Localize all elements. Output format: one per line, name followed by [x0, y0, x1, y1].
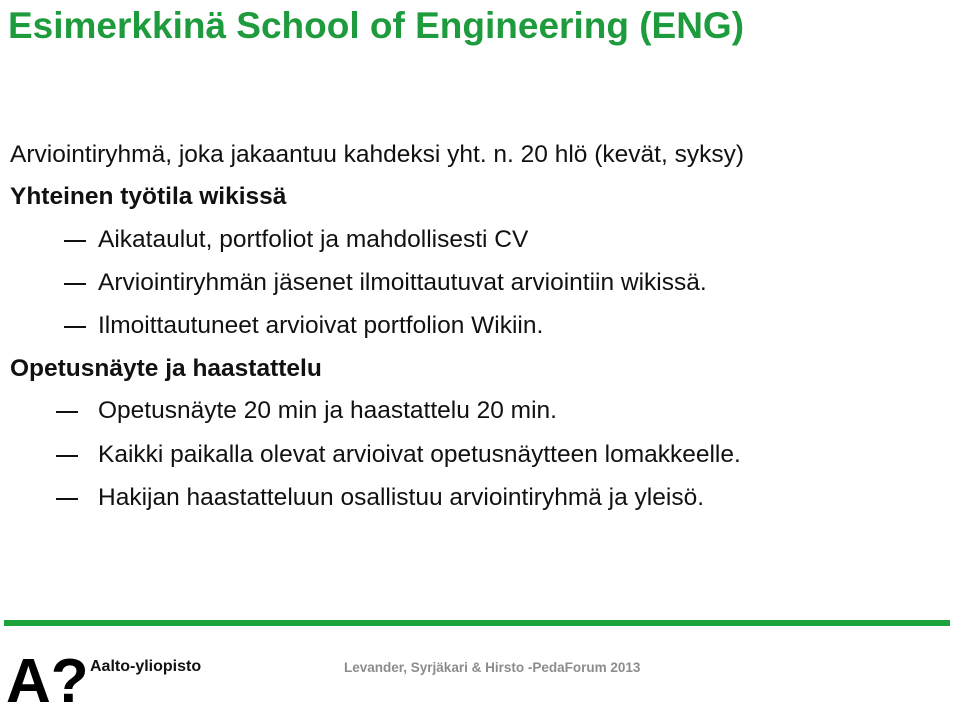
dash-bullet — [64, 326, 86, 328]
dash-bullet — [56, 455, 78, 457]
footer-divider — [4, 620, 950, 626]
dash-bullet — [64, 240, 86, 242]
aalto-logo-icon — [6, 647, 89, 712]
aalto-logo-letter: A? — [6, 647, 89, 712]
slide-title: Esimerkkinä School of Engineering (ENG) — [8, 5, 745, 46]
section-heading: Opetusnäyte ja haastattelu — [10, 355, 322, 382]
dash-bullet — [56, 411, 78, 413]
footer-org-name: Aalto-yliopisto — [90, 658, 202, 675]
dash-bullet — [56, 498, 78, 500]
bullet-item: Ilmoittautuneet arvioivat portfolion Wikiin. — [98, 312, 544, 339]
bullet-item: Opetusnäyte 20 min ja haastattelu 20 min. — [98, 397, 557, 424]
bullet-item: Kaikki paikalla olevat arvioivat opetusnäytteen lomakkeelle. — [98, 441, 741, 468]
dash-bullet — [64, 283, 86, 285]
footer-credit: Levander, Syrjäkari & Hirsto -PedaForum 2013 — [344, 660, 641, 675]
bullet-item: Hakijan haastatteluun osallistuu arviointiryhmä ja yleisö. — [98, 484, 705, 511]
bullet-item: Aikataulut, portfoliot ja mahdollisesti CV — [98, 226, 529, 253]
bullet-item: Arviointiryhmän jäsenet ilmoittautuvat arviointiin wikissä. — [98, 269, 707, 296]
body-line: Arviointiryhmä, joka jakaantuu kahdeksi yht. n. 20 hlö (kevät, syksy) — [10, 141, 744, 168]
section-heading: Yhteinen työtila wikissä — [10, 183, 287, 210]
